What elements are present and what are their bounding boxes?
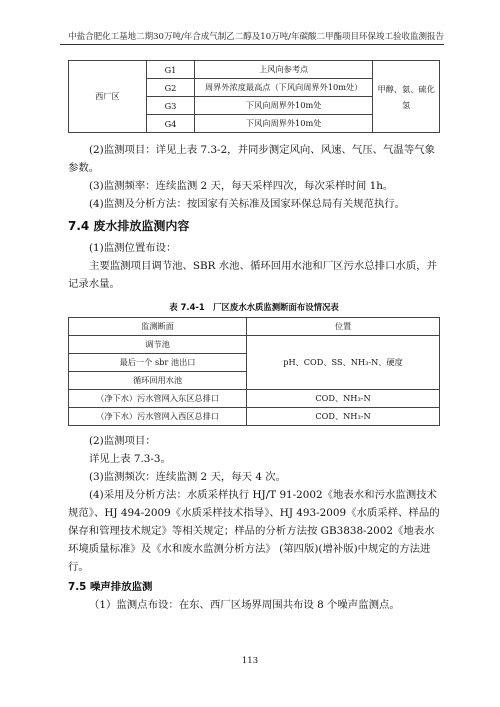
running-header: 中盐合肥化工基地二期30万吨/年合成气制乙二醇及10万吨/年碳酸二甲酯项目环保竣工验收监测报告 [68, 32, 444, 42]
header-rule [60, 44, 444, 45]
area-cell: 西厂区 [69, 61, 147, 133]
section-name: 调节池 [69, 336, 247, 354]
point-desc: 下风向周界外10m处 [195, 97, 373, 115]
section-heading-7-4: 7.4 废水排放监测内容 [68, 219, 190, 233]
pollutants-cell: 甲醇、氨、硫化氢 [373, 61, 440, 133]
position-cell: pH、COD、SS、NH₃-N、硬度 [247, 336, 440, 390]
position-cell: COD、NH₃-N [247, 408, 440, 426]
point-desc: 周界外浓度最高点（下风向周界外10m处） [195, 79, 373, 97]
section-name: （净下水）污水管网入西区总排口 [69, 408, 247, 426]
column-header: 监测断面 [69, 318, 247, 336]
paragraph: (3)监测频率：连续监测 2 天，每天采样四次，每次采样时间 1h。 [89, 180, 394, 192]
page-number: 113 [241, 656, 259, 666]
point-id: G3 [146, 97, 194, 115]
point-desc: 上风向参考点 [195, 61, 373, 79]
table-row [69, 336, 440, 354]
point-id: G2 [146, 79, 194, 97]
point-id: G1 [146, 61, 194, 79]
paragraph: (2)监测项目： [89, 435, 156, 447]
paragraph: (4)采用及分析方法：水质采样执行 HJ/T 91-2002《地表水和污水监测技术规范》、HJ 494-2009《水质采样技术指导》、HJ 493-2009《水质采样、样品的保存和管理技术规定》等相关规定；样品的分析方法按 GB3838-2002《地表水环境质量标准》及《水和废水监测分析方法》 (第四版)(增补版)中规定的方法进行。 [68, 489, 440, 573]
paragraph: (1)监测位置布设： [89, 242, 177, 254]
position-cell: COD、NH₃-N [247, 390, 440, 408]
page-content [68, 60, 440, 614]
paragraph: （1）监测点布设：在东、西厂区场界周围共布设 8 个噪声监测点。 [89, 599, 400, 611]
table-row [69, 408, 440, 426]
paragraph: 详见上表 7.3-3。 [89, 453, 171, 465]
table-caption: 表 7.4-1 厂区废水水质监测断面布设情况表 [169, 302, 339, 312]
section-heading-7-5: 7.5 噪声排放监测 [68, 581, 153, 593]
wastewater-section-table [68, 317, 440, 426]
section-name: 循环回用水池 [69, 372, 247, 390]
paragraph: (4)监测及分析方法：按国家有关标准及国家环保总局有关规范执行。 [89, 198, 406, 210]
paragraph: (3)监测频次：连续监测 2 天，每天 4 次。 [89, 471, 287, 483]
table-header-row [69, 318, 440, 336]
paragraph: (2)监测项目：详见上表 7.3-2，并同步测定风向、风速、气压、气温等气象参数。 [68, 144, 435, 174]
table-row [69, 61, 440, 79]
point-desc: 下风向周界外10m处 [195, 115, 373, 133]
section-name: （净下水）污水管网入东区总排口 [69, 390, 247, 408]
point-id: G4 [146, 115, 194, 133]
section-name: 最后一个 sbr 池出口 [69, 354, 247, 372]
paragraph: 主要监测项目调节池、SBR 水池、循环回用水池和厂区污水总排口水质，并记录水量。 [68, 260, 437, 290]
sampling-points-table [68, 60, 440, 133]
column-header: 位置 [247, 318, 440, 336]
table-row [69, 390, 440, 408]
